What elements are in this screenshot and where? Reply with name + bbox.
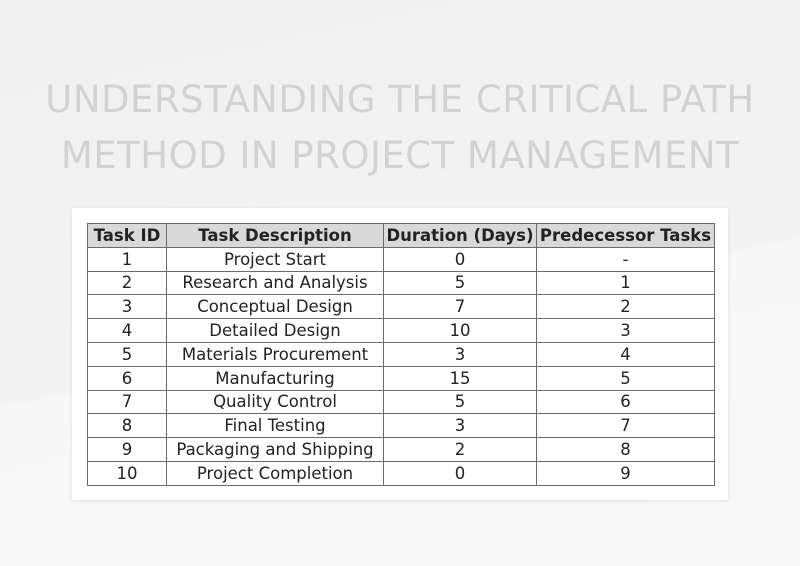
cell-task-id: 9 — [88, 438, 167, 462]
cell-predecessor: 2 — [537, 295, 715, 319]
header-task-id: Task ID — [88, 224, 167, 248]
cell-predecessor: 9 — [537, 461, 715, 485]
header-task-description: Task Description — [167, 224, 384, 248]
cell-task-id: 4 — [88, 319, 167, 343]
table-card — [72, 208, 728, 500]
cell-duration: 15 — [384, 366, 537, 390]
cell-duration: 7 — [384, 295, 537, 319]
cell-task-description: Quality Control — [167, 390, 384, 414]
table-row — [88, 247, 715, 271]
cell-duration: 0 — [384, 247, 537, 271]
cell-predecessor: 3 — [537, 319, 715, 343]
cell-task-id: 6 — [88, 366, 167, 390]
cell-task-id: 8 — [88, 414, 167, 438]
cell-predecessor: - — [537, 247, 715, 271]
cell-task-id: 10 — [88, 461, 167, 485]
cell-task-id: 7 — [88, 390, 167, 414]
header-predecessor-tasks: Predecessor Tasks — [537, 224, 715, 248]
cell-duration: 2 — [384, 438, 537, 462]
table-row — [88, 414, 715, 438]
cell-duration: 5 — [384, 390, 537, 414]
cell-task-id: 3 — [88, 295, 167, 319]
cell-duration: 3 — [384, 414, 537, 438]
table-header-row — [88, 224, 715, 248]
table-row — [88, 342, 715, 366]
table-row — [88, 438, 715, 462]
cell-predecessor: 8 — [537, 438, 715, 462]
table-row — [88, 295, 715, 319]
cell-task-id: 5 — [88, 342, 167, 366]
table-row — [88, 390, 715, 414]
cell-task-description: Conceptual Design — [167, 295, 384, 319]
page-title-line-1: UNDERSTANDING THE CRITICAL PATH — [45, 78, 755, 121]
cell-task-description: Materials Procurement — [167, 342, 384, 366]
cell-task-description: Research and Analysis — [167, 271, 384, 295]
page-title-line-2: METHOD IN PROJECT MANAGEMENT — [60, 134, 740, 177]
table-row — [88, 461, 715, 485]
page-title — [0, 72, 800, 184]
cell-duration: 0 — [384, 461, 537, 485]
table-row — [88, 271, 715, 295]
cell-duration: 3 — [384, 342, 537, 366]
cell-duration: 5 — [384, 271, 537, 295]
cell-task-description: Detailed Design — [167, 319, 384, 343]
cell-predecessor: 6 — [537, 390, 715, 414]
header-duration: Duration (Days) — [384, 224, 537, 248]
cell-task-description: Final Testing — [167, 414, 384, 438]
cell-task-id: 2 — [88, 271, 167, 295]
cell-predecessor: 1 — [537, 271, 715, 295]
cell-predecessor: 5 — [537, 366, 715, 390]
cell-predecessor: 7 — [537, 414, 715, 438]
cell-task-description: Project Start — [167, 247, 384, 271]
cell-predecessor: 4 — [537, 342, 715, 366]
cell-duration: 10 — [384, 319, 537, 343]
critical-path-table — [87, 223, 715, 486]
cell-task-description: Packaging and Shipping — [167, 438, 384, 462]
table-row — [88, 366, 715, 390]
cell-task-id: 1 — [88, 247, 167, 271]
cell-task-description: Project Completion — [167, 461, 384, 485]
table-row — [88, 319, 715, 343]
cell-task-description: Manufacturing — [167, 366, 384, 390]
